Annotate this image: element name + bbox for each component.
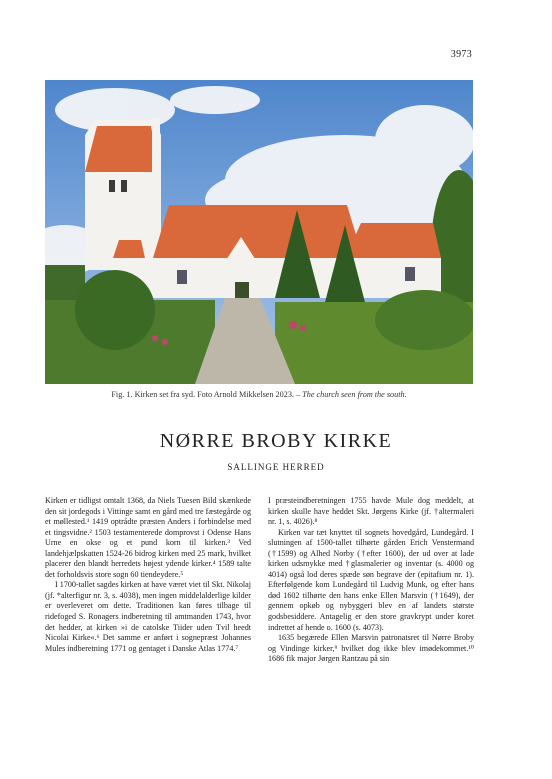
paragraph: Kirken var tæt knyttet til sognets hovedgård, Lundegård. I slutningen af 1500-tallet tilhørte gården Erich Venstermand (†1599) og Alhed Norby (†efter 1600), der ud over at lade kirken udsmykke med †glasmalerier og inventar (s. 4000 og 4014) også lod deres spæde søn begrave der (epitafium nr. 1). Efterfølgende kom Lundegård til Ludvig Munk, og efter hans død 1602 tilhørte den hans enke Ellen Marsvin (†1649), der gennem opkøb og nybyggeri blev en af landets største godsbesiddere. Antagelig er den store gravkrypt under koret indrettet af hende o. 1600 (s. 4073). xyxy=(268,527,474,632)
church-photo xyxy=(45,80,473,384)
church-illustration xyxy=(45,80,473,384)
caption-english: The church seen from the south. xyxy=(302,390,407,399)
page-number: 3973 xyxy=(450,49,472,60)
page-subtitle: SALLINGE HERRED xyxy=(227,462,325,472)
page-title: NØRRE BROBY KIRKE xyxy=(159,430,393,452)
text-column-right xyxy=(268,496,474,665)
paragraph: I 1700-tallet sagdes kirken at have været viet til Skt. Nikolaj (jf. *alterfigur nr. 3, s. 4038), men ingen middelalderlige kilder er overleveret om dette. Traditionen kan føres tilbage til ridefoged S. Ronagers indberetning til amtmanden 1743, hvor det hedder, at kirken »i de catolske Tiider uden Tvil heedt Nicolai Kirke«.⁶ Det samme er anført i sognepræst Johannes Mules indberetning 1771 og gentaget i Danske Atlas 1774.⁷ xyxy=(45,580,251,653)
caption-danish: Fig. 1. Kirken set fra syd. Foto Arnold Mikkelsen 2023. – xyxy=(111,390,301,399)
paragraph: I præsteindberetningen 1755 havde Mule dog meddelt, at kirken skulle have heddet Skt. Jørgens Kirke (jf. †altermaleri nr. 1, s. 4026).⁸ xyxy=(268,496,474,527)
figure-caption xyxy=(45,390,473,399)
paragraph: 1635 begærede Ellen Marsvin patronatsret til Nørre Broby og Vindinge kirker,⁹ hvilket dog ikke blev imødekommet.¹⁰ 1686 fik major Jørgen Rantzau på sin xyxy=(268,633,474,664)
text-column-left xyxy=(45,496,251,654)
paragraph: Kirken er tidligst omtalt 1368, da Niels Tuesen Bild skænkede den sit jordegods i Vittinge samt en gård med tre fæstegårde og et møllested.¹ 1419 optrådte præsten Anders i forbindelse med et tingsvidne.² 1503 testamenterede domprovst i Odense Hans Urne en okse og et pund korn til kirken.³ Ved landehjælpskatten 1524-26 bidrog kirken med 25 mark, hvilket placerer den blandt herredets højest ydende kirker.⁴ 1589 talte det forholdsvis store sogn 60 tiendeydere.⁵ xyxy=(45,496,251,579)
